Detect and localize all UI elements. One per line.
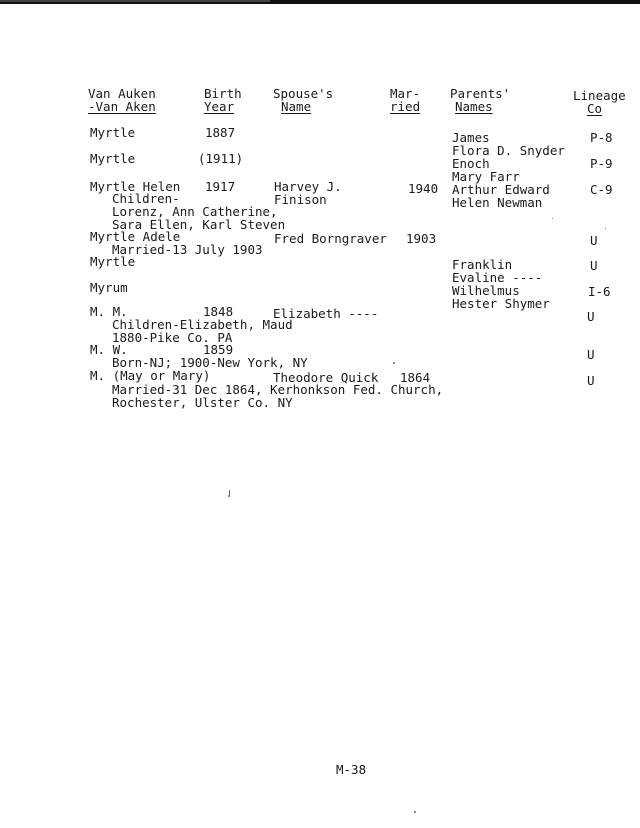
entry-spouse: Elizabeth ---- [273, 306, 379, 321]
header-married-line2: ried [390, 99, 421, 114]
entry-parent-mother: Evaline ---- [452, 270, 543, 285]
entry-lineage: U [587, 373, 595, 388]
entry-note-line3: Sara Ellen, Karl Steven [112, 217, 286, 232]
header-birth-line1: Birth [204, 86, 242, 101]
entry-name: Myrtle [90, 254, 136, 269]
entry-lineage: U [587, 347, 595, 362]
entry-lineage: P-9 [590, 156, 613, 171]
entry-parent-father: Arthur Edward [452, 182, 550, 197]
entry-name: M. W. [90, 342, 128, 357]
header-surname-line1: Van Auken [88, 86, 156, 101]
entry-birth-year: 1859 [203, 342, 234, 357]
entry-parent-mother: Helen Newman [452, 195, 543, 210]
entry-name: Myrtle [90, 151, 136, 166]
scan-speck [229, 490, 230, 495]
entry-parent-mother: Flora D. Snyder [452, 143, 565, 158]
entry-name: Myrtle Helen [90, 179, 181, 194]
entry-spouse: Theodore Quick [273, 370, 379, 385]
entry-parent-mother: Mary Farr [452, 169, 520, 184]
entry-parent-father: Enoch [452, 156, 490, 171]
header-parents-line1: Parents' [450, 86, 511, 101]
scan-speck [414, 811, 416, 813]
entry-name: Myrtle Adele [90, 229, 181, 244]
entry-note-line2: 1880-Pike Co. PA [112, 330, 233, 345]
entry-name: M. M. [90, 304, 128, 319]
entry-lineage: U [587, 309, 595, 324]
header-lineage-line1: Lineage [573, 88, 626, 103]
entry-spouse-line1: Harvey J. [274, 179, 342, 194]
header-birth-line2: Year [204, 99, 235, 114]
entry-spouse-line2: Finison [274, 192, 327, 207]
entry-parent-father: James [452, 130, 490, 145]
entry-lineage: P-8 [590, 130, 613, 145]
entry-married-year: 1864 [400, 370, 431, 385]
entry-note-line2: Lorenz, Ann Catherine, [112, 204, 278, 219]
entry-married-year: 1903 [406, 231, 437, 246]
entry-note-line1: Born-NJ; 1900-New York, NY [112, 355, 308, 370]
entry-birth-year: 1887 [205, 125, 236, 140]
entry-lineage: U [590, 258, 598, 273]
header-parents-line2: Names [455, 99, 493, 114]
entry-note-line2: Rochester, Ulster Co. NY [112, 395, 293, 410]
entry-spouse: Fred Borngraver [274, 231, 387, 246]
entry-note-line1: Married-31 Dec 1864, Kerhonkson Fed. Church, [112, 382, 444, 397]
header-lineage-line2: Co [587, 101, 603, 116]
entry-parent-father: Franklin [452, 257, 513, 272]
entry-parent-father: Wilhelmus [452, 283, 520, 298]
entry-parent-mother: Hester Shymer [452, 296, 550, 311]
top-border-rule-left [0, 0, 270, 2]
scan-speck [605, 228, 606, 229]
entry-name: M. (May or Mary) [90, 368, 211, 383]
scan-speck [393, 362, 395, 364]
scan-speck [228, 495, 230, 497]
header-spouse-line1: Spouse's [273, 86, 334, 101]
entry-married-year: 1940 [408, 181, 439, 196]
entry-birth-year: 1848 [203, 304, 234, 319]
header-married-line1: Mar- [390, 86, 421, 101]
page-number: M-38 [336, 762, 367, 777]
entry-note-line1: Married-13 July 1903 [112, 242, 263, 257]
entry-note-line1: Children-Elizabeth, Maud [112, 317, 293, 332]
entry-lineage: I-6 [588, 284, 611, 299]
entry-note-line1: Children- [112, 191, 180, 206]
entry-name: Myrum [90, 280, 128, 295]
header-spouse-line2: Name [281, 99, 312, 114]
entry-lineage: C-9 [590, 182, 613, 197]
header-surname-line2: -Van Aken [88, 99, 156, 114]
entry-lineage: U [590, 233, 598, 248]
entry-name: Myrtle [90, 125, 136, 140]
scan-speck [552, 218, 553, 219]
entry-birth-year: 1917 [205, 179, 236, 194]
entry-birth-year: (1911) [198, 151, 244, 166]
